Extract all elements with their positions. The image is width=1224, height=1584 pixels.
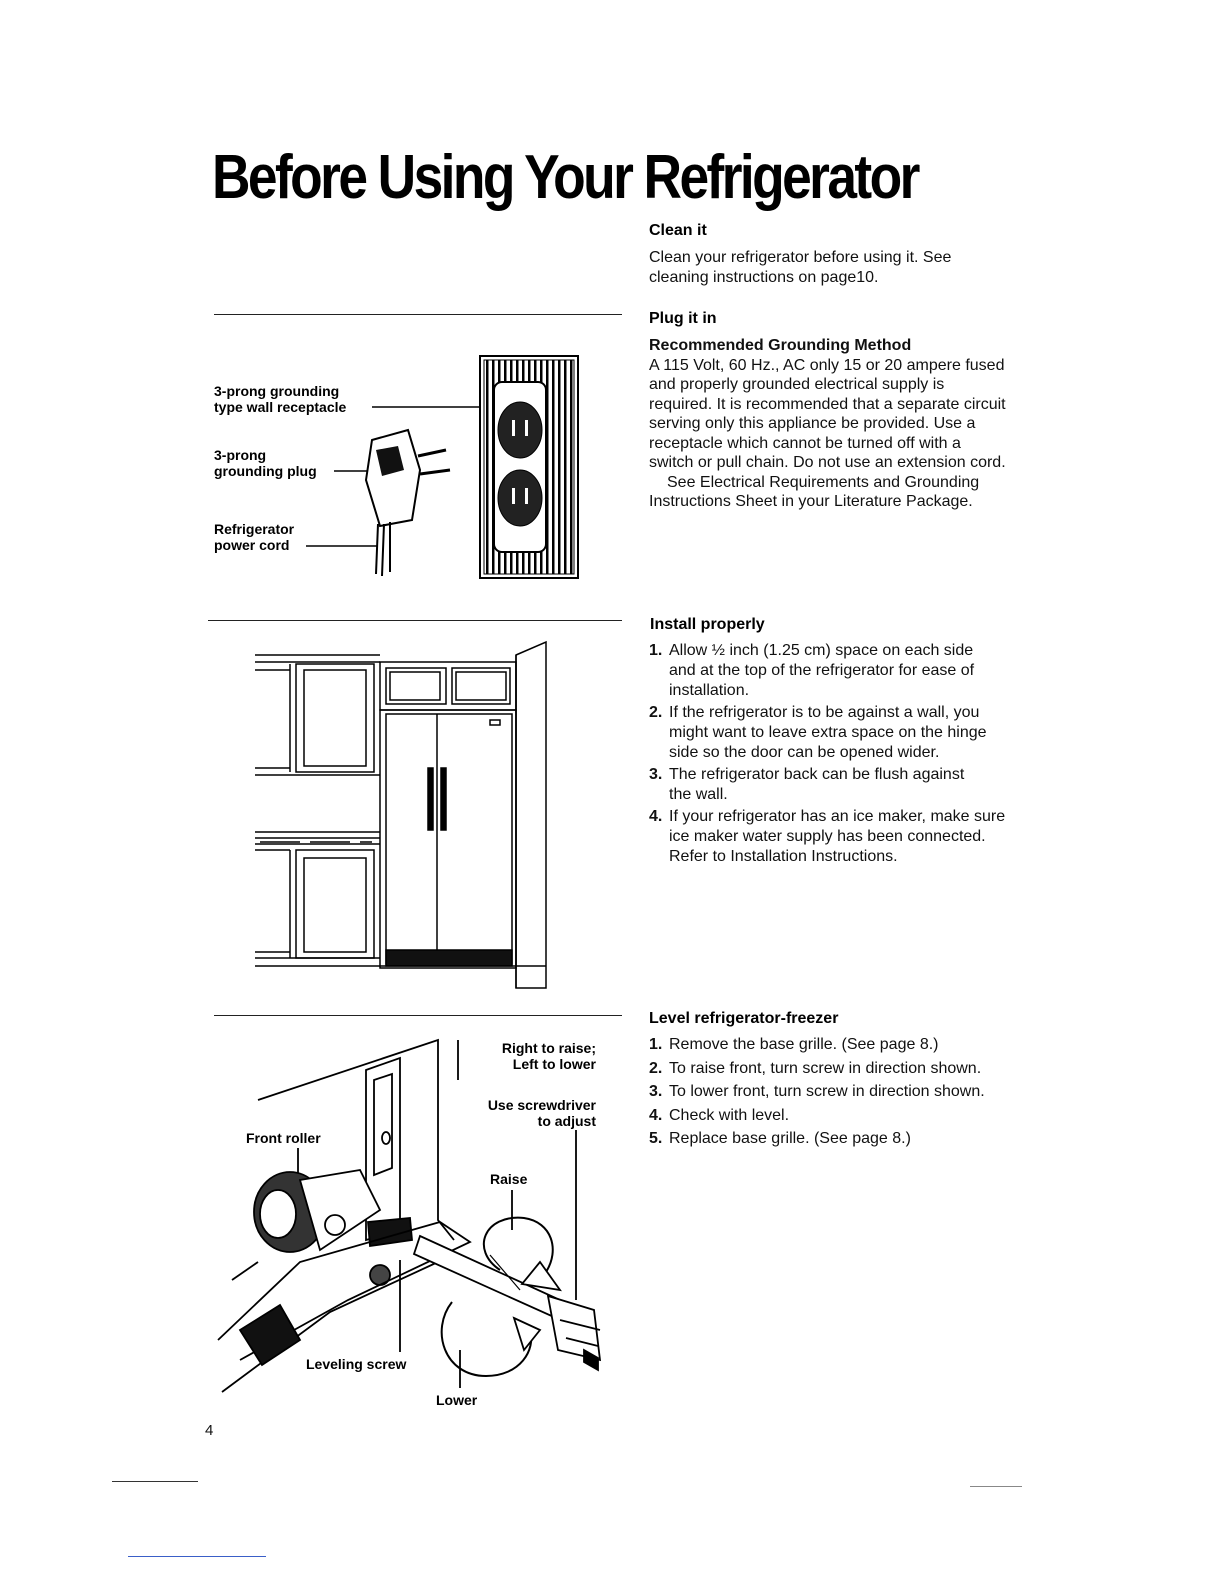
- step-line: side so the door can be opened wider.: [669, 744, 940, 761]
- level-step: [649, 1080, 1049, 1104]
- step-number: 2.: [649, 1059, 663, 1077]
- step-line: and at the top of the refrigerator for ease of: [669, 662, 975, 679]
- install-step: [649, 641, 1049, 701]
- level-heading: Level refrigerator-freezer: [649, 1010, 839, 1027]
- power-cord: [376, 522, 390, 576]
- label-raise: Raise: [490, 1171, 528, 1187]
- label-line: Refrigerator: [214, 521, 295, 537]
- plug-body: [366, 430, 420, 526]
- plug-line: and properly grounded electrical supply is: [649, 376, 945, 393]
- outlet-cover: [494, 382, 546, 552]
- step-line: If your refrigerator has an ice maker, make sure: [669, 808, 1006, 825]
- label-line: 3-prong grounding: [214, 383, 340, 399]
- outlet-top: [498, 402, 542, 458]
- step-number: 1.: [649, 1036, 663, 1053]
- plug-line: receptacle which cannot be turned off with a: [649, 434, 961, 452]
- label-front-roller: Front roller: [246, 1130, 321, 1146]
- clean-line: Clean your refrigerator before using it. See: [649, 249, 952, 266]
- install-step: [649, 765, 1049, 805]
- level-steps: [649, 1033, 1049, 1151]
- step-text: Remove the base grille. (See page 8.): [669, 1036, 939, 1053]
- step-line: If the refrigerator is to be against a wall, you: [669, 704, 980, 721]
- label-line: Use screwdriver: [487, 1097, 596, 1113]
- scan-mark: [128, 1556, 266, 1557]
- grounding-subheading: Recommended Grounding Method: [649, 337, 912, 354]
- step-text: Check with level.: [669, 1106, 790, 1124]
- plug-line: Instructions Sheet in your Literature Package.: [649, 493, 973, 510]
- clean-line: cleaning instructions on page10.: [649, 268, 879, 286]
- outlet-bottom: [498, 470, 542, 526]
- label-line: to adjust: [537, 1113, 596, 1129]
- install-step: [649, 807, 1049, 867]
- label-direction: [470, 1040, 596, 1072]
- section-divider: [208, 620, 622, 621]
- wall-plate: [480, 356, 578, 578]
- label-plug: [214, 447, 317, 479]
- section-divider: [214, 314, 622, 315]
- plug-line: A 115 Volt, 60 Hz., AC only 15 or 20 ampere fused: [649, 356, 1005, 374]
- plug-prong: [420, 470, 450, 474]
- label-line: type wall receptacle: [214, 399, 347, 415]
- step-text: To raise front, turn screw in direction shown.: [669, 1059, 982, 1077]
- label-line: Left to lower: [512, 1056, 596, 1072]
- plug-heading: Plug it in: [649, 310, 717, 327]
- label-line: power cord: [214, 537, 290, 553]
- step-number: 3.: [649, 1083, 663, 1100]
- label-power-cord: [214, 521, 294, 553]
- plug-prong: [418, 450, 446, 456]
- step-number: 2.: [649, 704, 663, 721]
- step-number: 5.: [649, 1130, 663, 1147]
- scan-mark: [112, 1481, 198, 1482]
- step-line: Allow ½ inch (1.25 cm) space on each side: [669, 642, 974, 659]
- level-step: [649, 1104, 1049, 1128]
- label-line: 3-prong: [214, 447, 267, 463]
- step-line: might want to leave extra space on the hinge: [669, 724, 987, 741]
- plug-line: required. It is recommended that a separate circuit: [649, 395, 1006, 413]
- page-title: Before Using Your Refrigerator: [212, 143, 918, 212]
- page-number: 4: [205, 1422, 214, 1439]
- label-line: Right to raise;: [501, 1040, 596, 1056]
- plug-line: switch or pull chain. Do not use an extension cord.: [649, 454, 1006, 471]
- clean-heading: Clean it: [649, 222, 707, 239]
- level-step: [649, 1033, 1049, 1057]
- level-step: [649, 1127, 1049, 1151]
- step-number: 3.: [649, 766, 663, 783]
- step-line: installation.: [669, 682, 750, 699]
- install-step: [649, 703, 1049, 763]
- step-line: the wall.: [669, 786, 728, 803]
- install-steps: [649, 641, 1049, 867]
- step-text: Replace base grille. (See page 8.): [669, 1130, 911, 1147]
- level-step: [649, 1057, 1049, 1081]
- step-line: Refer to Installation Instructions.: [669, 848, 898, 865]
- label-line: grounding plug: [214, 463, 317, 479]
- label-lower: Lower: [436, 1392, 478, 1408]
- plug-text: [649, 336, 1006, 512]
- section-divider: [214, 1015, 622, 1016]
- step-line: ice maker water supply has been connected.: [669, 828, 986, 845]
- plug-line: serving only this appliance be provided. Use a: [649, 415, 976, 432]
- label-leveling-screw: Leveling screw: [306, 1356, 407, 1372]
- step-number: 4.: [649, 1106, 663, 1124]
- plug-face: [376, 446, 404, 476]
- step-line: The refrigerator back can be flush against: [669, 766, 965, 783]
- step-number: 4.: [649, 808, 663, 825]
- step-text: To lower front, turn screw in direction shown.: [669, 1083, 985, 1100]
- install-heading: Install properly: [650, 616, 765, 633]
- wall-plate-ribs: [484, 360, 574, 574]
- plug-line: See Electrical Requirements and Grounding: [667, 473, 980, 491]
- step-number: 1.: [649, 642, 663, 659]
- label-receptacle: [214, 383, 346, 415]
- label-screwdriver: [466, 1097, 596, 1129]
- clean-text: [649, 248, 951, 287]
- scan-mark: [970, 1486, 1022, 1487]
